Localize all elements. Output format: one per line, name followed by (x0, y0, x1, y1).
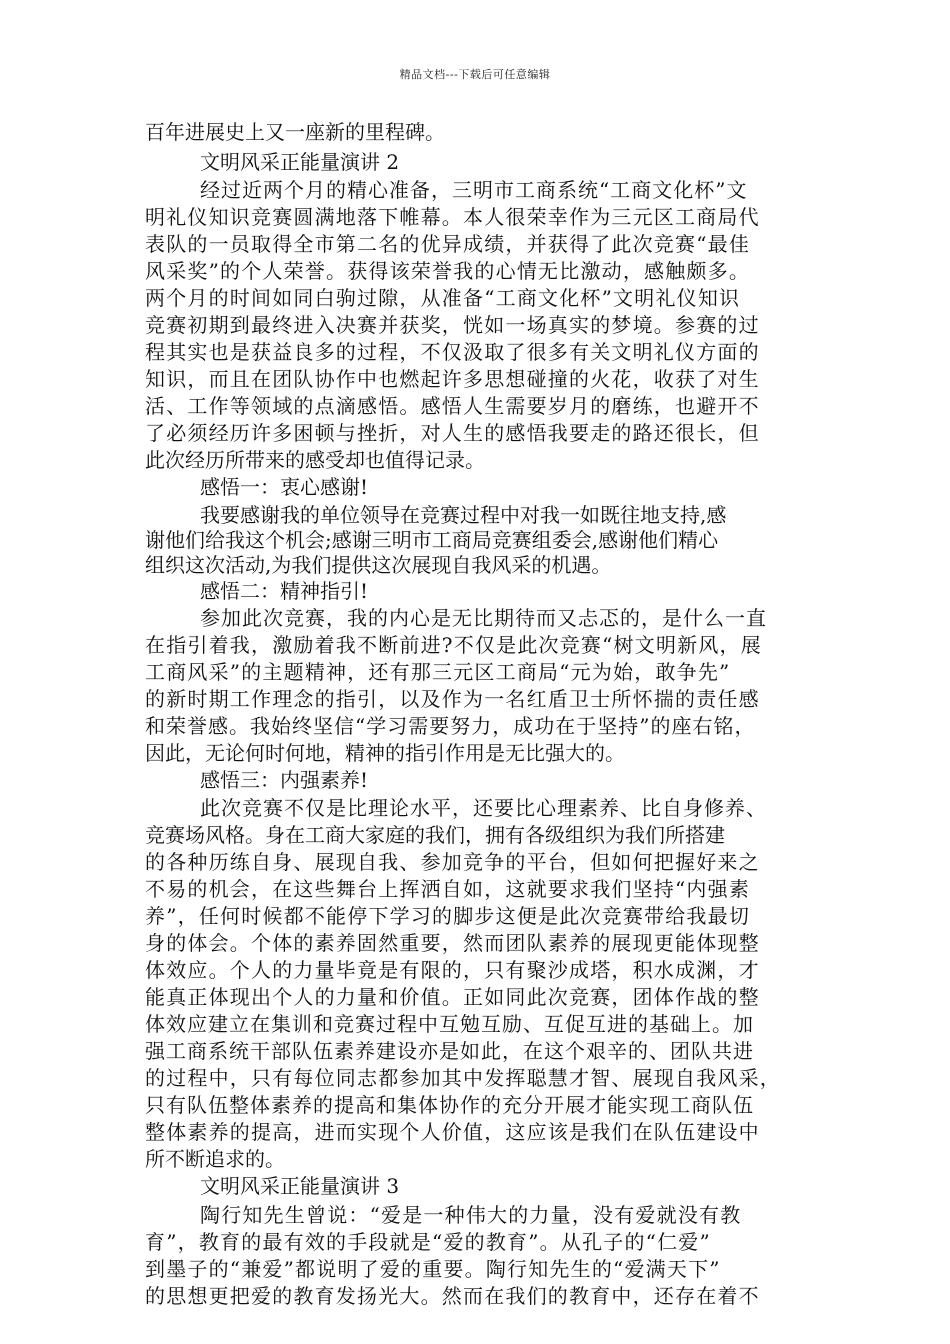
text-line: 表队的一员取得全市第二名的优异成绩，并获得了此次竞赛“最佳 (145, 232, 751, 256)
text-line: 程其实也是获益良多的过程，不仅汲取了很多有关文明礼仪方面的 (145, 340, 760, 364)
text-line: 两个月的时间如同白驹过隙，从准备“工商文化杯”文明礼仪知识 (145, 286, 741, 310)
section-heading: 文明风采正能量演讲 2 (200, 150, 400, 174)
text-line: 此次经历所带来的感受却也值得记录。 (145, 448, 485, 472)
section-heading: 感悟一：衷心感谢! (200, 475, 369, 499)
text-line: 竞赛初期到最终进入决赛并获奖，恍如一场真实的梦境。参赛的过 (145, 313, 760, 337)
text-line: 竞赛场风格。身在工商大家庭的我们，拥有各级组织为我们所搭建 (145, 823, 725, 847)
text-line: 的过程中，只有每位同志都参加其中发挥聪慧才智、展现自我风采， (145, 1066, 781, 1090)
text-line: 整体素养的提高，进而实现个人价值，这应该是我们在队伍建设中 (145, 1120, 760, 1144)
text-line: 养”，任何时候都不能停下学习的脚步这便是此次竞赛带给我最切 (145, 904, 751, 928)
text-line: 身的体会。个体的素养固然重要，然而团队素养的展现更能体现整 (145, 931, 760, 955)
section-heading: 文明风采正能量演讲 3 (200, 1174, 400, 1198)
text-line: 育”，教育的最有效的手段就是“爱的教育”。从孔子的“仁爱” (145, 1230, 711, 1254)
text-line: 风采奖”的个人荣誉。获得该荣誉我的心情无比激动，感触颇多。 (145, 259, 751, 283)
text-line: 经过近两个月的精心准备，三明市工商系统“工商文化杯”文 (200, 178, 748, 202)
text-line: 体效应。个人的力量毕竟是有限的，只有聚沙成塔，积水成渊，才 (145, 958, 760, 982)
text-line: 组织这次活动,为我们提供这次展现自我风采的机遇。 (145, 553, 612, 577)
text-line: 我要感谢我的单位领导在竞赛过程中对我一如既往地支持,感 (200, 503, 727, 527)
text-line: 谢他们给我这个机会;感谢三明市工商局竞赛组委会,感谢他们精心 (145, 528, 719, 552)
section-heading: 感悟二：精神指引! (200, 579, 369, 603)
text-line: 明礼仪知识竞赛圆满地落下帷幕。本人很荣幸作为三元区工商局代 (145, 205, 760, 229)
text-line: 参加此次竞赛，我的内心是无比期待而又忐忑的，是什么一直 (200, 606, 767, 630)
text-line: 了必须经历许多困顿与挫折，对人生的感悟我要走的路还很长，但 (145, 421, 760, 445)
text-line: 只有队伍整体素养的提高和集体协作的充分开展才能实现工商队伍 (145, 1093, 754, 1117)
text-line: 的各种历练自身、展现自我、参加竞争的平台，但如何把握好来之 (145, 850, 760, 874)
text-line: 不易的机会，在这些舞台上挥洒自如，这就要求我们坚持“内强素 (145, 877, 751, 901)
text-line: 和荣誉感。我始终坚信“学习需要努力，成功在于坚持”的座右铭， (145, 714, 756, 738)
text-line: 体效应建立在集训和竞赛过程中互勉互励、互促互进的基础上。加 (145, 1012, 754, 1036)
text-line: 的思想更把爱的教育发扬光大。然而在我们的教育中，还存在着不 (145, 1284, 760, 1308)
text-line: 此次竞赛不仅是比理论水平，还要比心理素养、比自身修养、 (200, 796, 767, 820)
text-line: 的新时期工作理念的指引，以及作为一名红盾卫士所怀揣的责任感 (145, 687, 760, 711)
page-header: 精品文档---下载后可任意编辑 (399, 68, 551, 81)
text-line: 工商风采”的主题精神，还有那三元区工商局“元为始，敢争先” (145, 660, 731, 684)
text-line: 活、工作等领域的点滴感悟。感悟人生需要岁月的磨练，也避开不 (145, 394, 760, 418)
section-heading: 感悟三：内强素养! (200, 768, 369, 792)
text-line: 知识，而且在团队协作中也燃起许多思想碰撞的火花，收获了对生 (145, 367, 760, 391)
text-line: 百年进展史上又一座新的里程碑。 (145, 120, 445, 144)
text-line: 强工商系统干部队伍素养建设亦是如此，在这个艰辛的、团队共进 (145, 1039, 754, 1063)
text-line: 在指引着我，激励着我不断前进?不仅是此次竞赛“树文明新风，展 (145, 633, 762, 657)
text-line: 能真正体现出个人的力量和价值。正如同此次竞赛，团体作战的整 (145, 985, 760, 1009)
text-line: 到墨子的“兼爱”都说明了爱的重要。陶行知先生的“爱满天下” (145, 1257, 721, 1281)
text-line: 陶行知先生曾说：“爱是一种伟大的力量，没有爱就没有教 (200, 1203, 742, 1227)
text-line: 因此，无论何时何地，精神的指引作用是无比强大的。 (145, 741, 625, 765)
text-line: 所不断追求的。 (145, 1147, 285, 1171)
